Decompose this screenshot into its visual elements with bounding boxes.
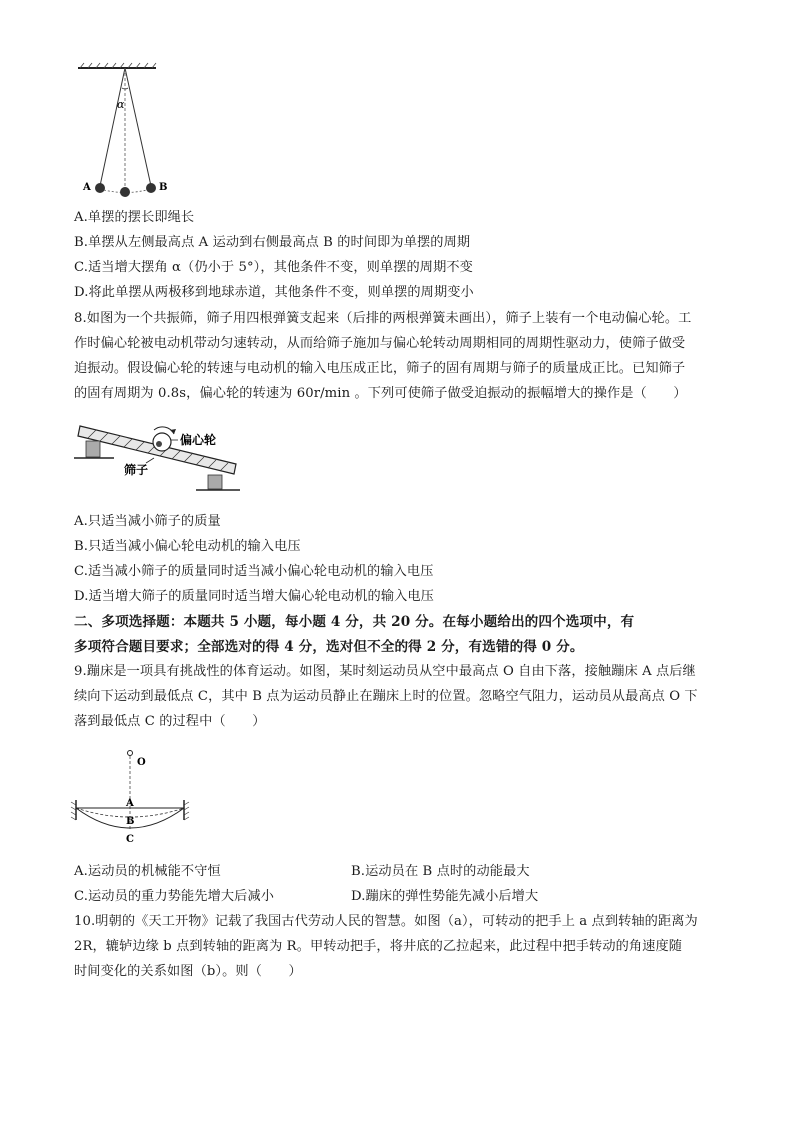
sieve-figure [74,418,254,498]
q7-option-c: C.适当增大摆角 α（仍小于 5°），其他条件不变，则单摆的周期不变 [74,260,473,275]
q8-stem-3: 迫振动。假设偏心轮的转速与电动机的输入电压成正比，筛子的固有周期与筛子的质量成正比。已知筛子 [74,361,686,376]
q7-option-a: A.单摆的摆长即绳长 [74,210,195,225]
label-a: A [126,798,134,809]
pendulum-figure [78,62,178,202]
q8-option-d: D.适当增大筛子的质量同时适当增大偏心轮电动机的输入电压 [74,589,434,604]
q10-stem-2: 2R，辘轳边缘 b 点到转轴的距离为 R。甲转动把手，将井底的乙拉起来，此过程中把手转动的角速度随 [74,939,683,954]
q9-option-d: D.蹦床的弹性势能先减小后增大 [351,889,539,904]
label-c: C [126,834,134,845]
q7-option-b: B.单摆从左侧最高点 A 运动到右侧最高点 B 的时间即为单摆的周期 [74,235,471,250]
sieve-label: 筛子 [124,463,149,477]
q8-option-c: C.适当减小筛子的质量同时适当减小偏心轮电动机的输入电压 [74,564,434,579]
q9-option-b: B.运动员在 B 点时的动能最大 [351,864,530,879]
q8-stem-2: 作时偏心轮被电动机带动匀速转动，从而给筛子施加与偏心轮转动周期相同的周期性驱动力，使筛子做受 [74,336,686,351]
q9-stem-2: 续向下运动到最低点 C，其中 B 点为运动员静止在蹦床上时的位置。忽略空气阻力，运动员从最高点 O 下 [74,689,698,704]
label-a: A [83,182,91,193]
angle-label: α [117,98,125,111]
q8-stem-1: 8.如图为一个共振筛，筛子用四根弹簧支起来（后排的两根弹簧未画出），筛子上装有一个电动偏心轮。工 [74,311,692,326]
q8-option-b: B.只适当减小偏心轮电动机的输入电压 [74,539,301,554]
q9-option-c: C.运动员的重力势能先增大后减小 [74,889,275,904]
q9-stem-3: 落到最低点 C 的过程中（ ） [74,714,266,729]
q9-stem-1: 9.蹦床是一项具有挑战性的体育运动。如图，某时刻运动员从空中最高点 O 自由下落，接触蹦床 A 点后继 [74,664,696,679]
wheel-label: 偏心轮 [180,433,217,447]
q10-stem-1: 10.明朝的《天工开物》记载了我国古代劳动人民的智慧。如图（a），可转动的把手上 a 点到转轴的距离为 [74,914,698,929]
q8-stem-4: 的固有周期为 0.8s，偏心轮的转速为 60r/min 。下列可使筛子做受迫振动的振幅增大的操作是（ ） [74,386,687,401]
label-o: O [137,757,146,768]
section2-heading-1: 二、多项选择题：本题共 5 小题，每小题 4 分，共 20 分。在每小题给出的四个选项中，有 [74,614,635,630]
q9-option-a: A.运动员的机械能不守恒 [74,864,221,879]
label-b: B [126,816,135,827]
label-b: B [159,182,168,193]
trampoline-figure [70,744,200,848]
q10-stem-3: 时间变化的关系如图（b）。则（ ） [74,964,302,979]
section2-heading-2: 多项符合题目要求；全部选对的得 4 分，选对但不全的得 2 分，有选错的得 0 分。 [74,639,584,655]
q8-option-a: A.只适当减小筛子的质量 [74,514,221,529]
q7-option-d: D.将此单摆从两极移到地球赤道，其他条件不变，则单摆的周期变小 [74,285,474,300]
